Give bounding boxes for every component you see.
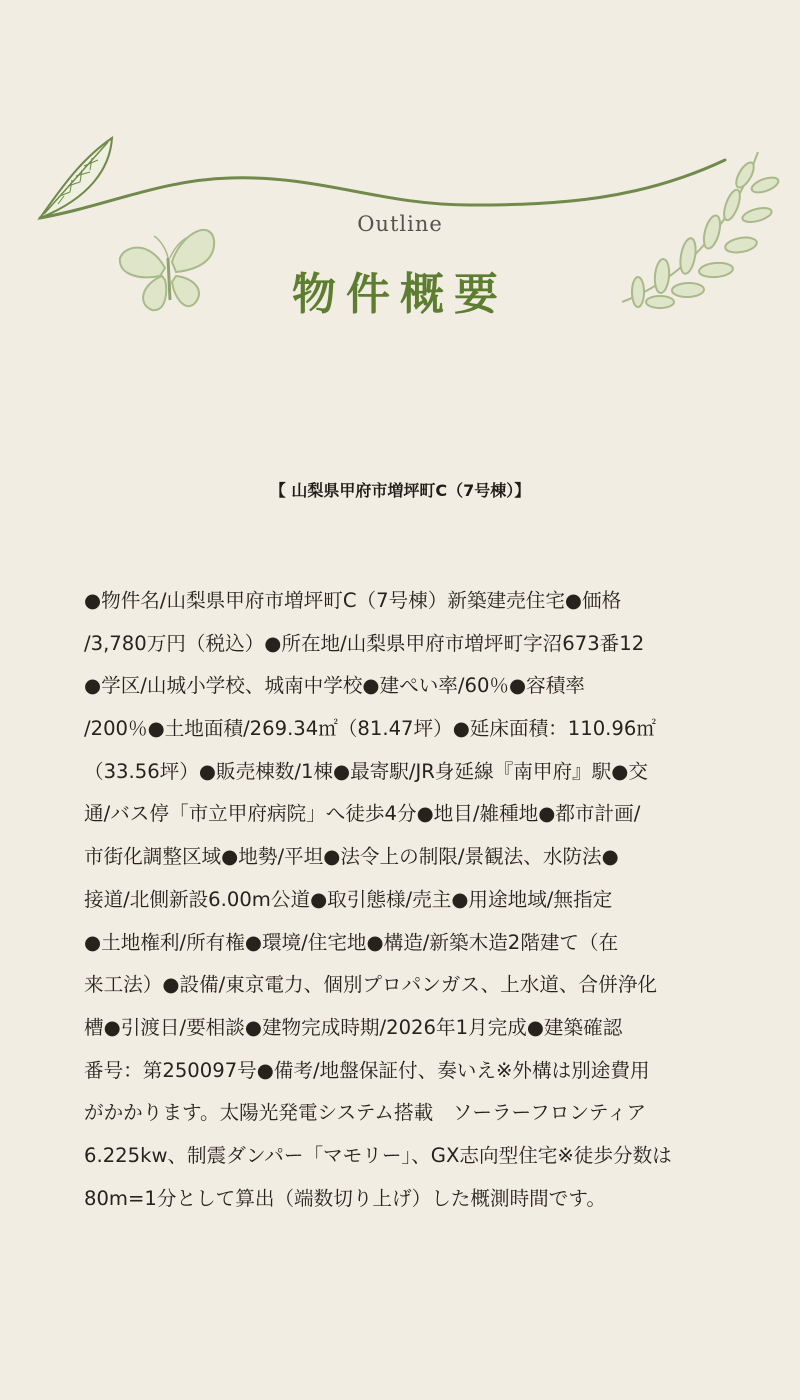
details-line: 80m=1分として算出（端数切り上げ）した概測時間です。 [84,1186,606,1210]
details-line: 来工法）●設備/東京電力、個別プロパンガス、上水道、合併浄化 [84,973,657,997]
vine-line [40,160,725,218]
details-line: がかかります。太陽光発電システム搭載 ソーラーフロンティア [84,1101,647,1125]
details-line: 通/バス停「市立甲府病院」へ徒歩4分●地目/雑種地●都市計画/ [84,802,641,826]
details-line: （33.56坪）●販売棟数/1棟●最寄駅/JR身延線『南甲府』駅●交 [84,759,648,783]
details-line: /200％●土地面積/269.34㎡（81.47坪）●延床面積：110.96㎡ [84,717,656,741]
details-line: 接道/北側新設6.00m公道●取引態様/売主●用途地域/無指定 [84,887,613,911]
details-line: ●学区/山城小学校、城南中学校●建ぺい率/60％●容積率 [84,674,585,698]
details-line: 番号：第250097号●備考/地盤保証付、奏いえ※外構は別途費用 [84,1058,650,1082]
details-line: /3,780万円（税込）●所在地/山梨県甲府市増坪町字沼673番12 [84,631,645,655]
details-line: 市街化調整区域●地勢/平坦●法令上の制限/景観法、水防法● [84,845,619,869]
details-line: ●土地権利/所有権●環境/住宅地●構造/新築木造2階建て（在 [84,930,619,954]
details-line: 槽●引渡日/要相談●建物完成時期/2026年1月完成●建築確認 [84,1015,623,1039]
leaf-icon [40,138,112,218]
details-line: 6.225kw、制震ダンパー「マモリー」、GX志向型住宅※徒歩分数は [84,1143,672,1167]
section-title: 物件概要 [292,269,508,320]
property-heading: 【 山梨県甲府市増坪町C（7号棟）】 [269,481,531,500]
property-details [84,580,716,1220]
details-line: ●物件名/山梨県甲府市増坪町C（7号棟）新築建売住宅●価格 [84,589,622,612]
section-subtitle: Outline [357,212,443,236]
